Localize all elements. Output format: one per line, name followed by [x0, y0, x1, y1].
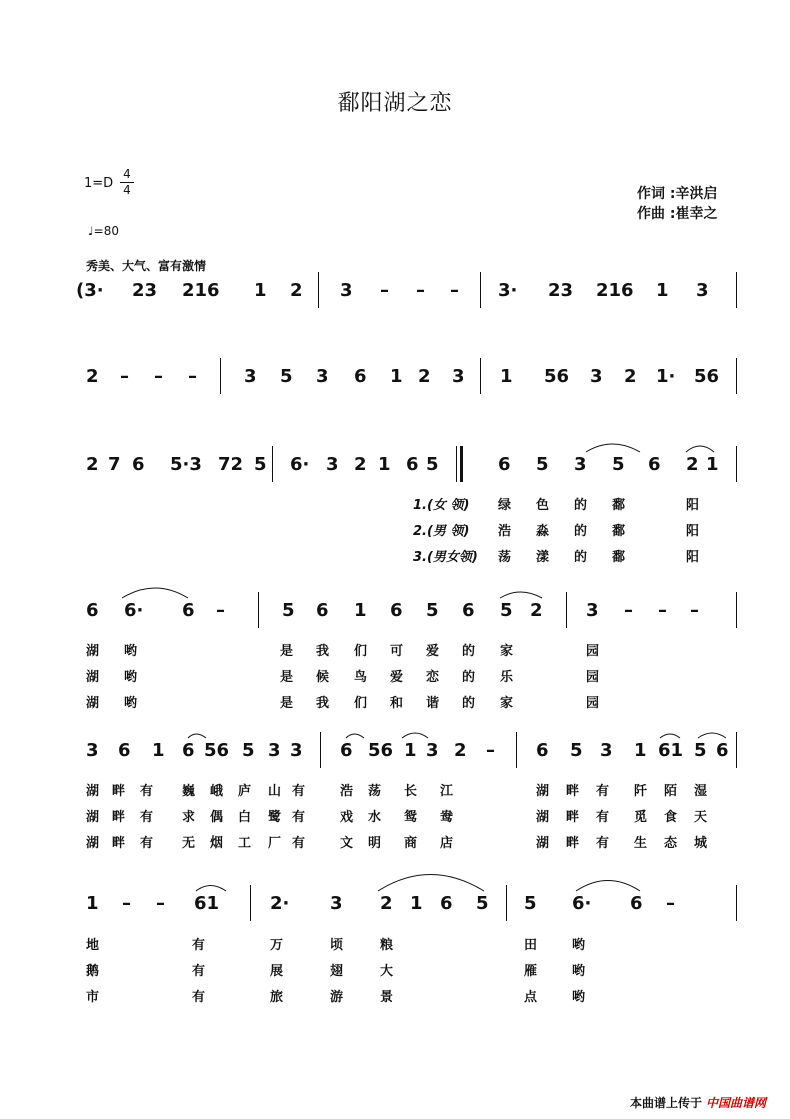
lyric-char: 厂 [268, 836, 282, 851]
note: 1 [656, 280, 669, 301]
lyric-char: 浩 [340, 784, 354, 799]
lyric-char: 大 [380, 964, 394, 979]
note: 216 [182, 280, 220, 301]
barline [250, 885, 251, 921]
lyric-char: 阡 [634, 784, 648, 799]
note: – [666, 893, 675, 914]
lyric-char: 谐 [426, 696, 440, 711]
lyric-char: 哟 [572, 990, 586, 1005]
lyric-char: 鸯 [440, 810, 454, 825]
note: 3 [590, 366, 603, 387]
composer-credit: 作曲 :崔幸之 [637, 206, 718, 222]
lyric-char: 田 [524, 938, 538, 953]
note: – [690, 600, 699, 621]
barline [506, 885, 507, 921]
lyric-char: 有 [596, 784, 610, 799]
lyric-char: 鸳 [404, 810, 418, 825]
note: 1 [378, 454, 391, 475]
note: (3· [76, 280, 104, 301]
lyric-char: 的 [574, 524, 588, 539]
note: – [624, 600, 633, 621]
note: 5 [426, 600, 439, 621]
barline [258, 592, 259, 628]
note: 1 [634, 740, 647, 761]
barline [736, 358, 737, 394]
lyric-char: 鄱 [612, 498, 626, 513]
note: – [450, 280, 459, 301]
barline [736, 446, 737, 482]
note: 5 [500, 600, 513, 621]
note: 6· [290, 454, 310, 475]
barline [516, 732, 517, 768]
lyric-char: 庐 [238, 784, 252, 799]
lyric-char: 爱 [426, 644, 440, 659]
note: 6 [390, 600, 403, 621]
note: 7 [108, 454, 121, 475]
note: 6 [462, 600, 475, 621]
note: 1 [390, 366, 403, 387]
note: 1· [656, 366, 676, 387]
lyric-char: 家 [500, 696, 514, 711]
lyric-char: 鹭 [268, 810, 282, 825]
lyric-char: 们 [354, 696, 368, 711]
note: 2 [86, 366, 99, 387]
lyric-char: 翅 [330, 964, 344, 979]
time-sig-bottom: 4 [123, 183, 131, 197]
note: 2 [354, 454, 367, 475]
verse-label: 3.(男女领) [413, 550, 478, 565]
lyric-char: 文 [340, 836, 354, 851]
lyric-char: 展 [270, 964, 284, 979]
note: 5·3 [170, 454, 202, 475]
lyric-char: 园 [586, 696, 600, 711]
lyric-char: 觅 [634, 810, 648, 825]
lyric-char: 生 [634, 836, 648, 851]
note: – [188, 366, 197, 387]
lyric-char: 浩 [498, 524, 512, 539]
lyric-char: 阳 [686, 550, 700, 565]
lyric-char: 湖 [536, 836, 550, 851]
note: 6 [630, 893, 643, 914]
lyric-char: 的 [574, 498, 588, 513]
lyric-char: 偶 [210, 810, 224, 825]
lyric-char: 粮 [380, 938, 394, 953]
lyric-char: 们 [354, 644, 368, 659]
lyric-char: 荡 [498, 550, 512, 565]
lyric-char: 烟 [210, 836, 224, 851]
barline [272, 446, 273, 482]
note: – [216, 600, 225, 621]
note: 56 [544, 366, 570, 387]
lyric-char: 有 [140, 810, 154, 825]
lyric-char: 有 [292, 810, 306, 825]
lyric-char: 明 [368, 836, 382, 851]
page-title: 鄱阳湖之恋 [337, 91, 453, 116]
note: 3 [86, 740, 99, 761]
note: 5 [536, 454, 549, 475]
lyric-char: 有 [596, 810, 610, 825]
score-row-6 [0, 889, 790, 919]
lyric-char: 态 [664, 836, 678, 851]
repeat-barline [460, 446, 463, 482]
note: 3 [696, 280, 709, 301]
note: 3· [498, 280, 518, 301]
lyric-char: 的 [462, 696, 476, 711]
note: 3 [326, 454, 339, 475]
lyric-char: 候 [316, 670, 330, 685]
lyric-char: 绿 [498, 498, 512, 513]
lyric-char: 湖 [86, 670, 100, 685]
note: 3 [340, 280, 353, 301]
note: 5 [476, 893, 489, 914]
lyricist-credit: 作词 :辛洪启 [637, 186, 718, 202]
note: 2 [530, 600, 543, 621]
note: 6 [354, 366, 367, 387]
note: 6 [118, 740, 131, 761]
lyric-char: 市 [86, 990, 100, 1005]
score-row-2 [0, 362, 790, 392]
note: 3 [330, 893, 343, 914]
lyric-char: 鸟 [354, 670, 368, 685]
note: 5 [426, 454, 439, 475]
barline [320, 732, 321, 768]
lyric-char: 旅 [270, 990, 284, 1005]
repeat-barline [456, 446, 457, 482]
lyric-char: 有 [192, 990, 206, 1005]
footer-text: 本曲谱上传于 [629, 1096, 702, 1110]
lyric-char: 有 [596, 836, 610, 851]
note: 6 [182, 600, 195, 621]
barline [480, 272, 481, 308]
lyric-char: 有 [192, 938, 206, 953]
lyric-char: 湿 [694, 784, 708, 799]
lyric-char: 点 [524, 990, 538, 1005]
note: 61 [658, 740, 684, 761]
note: 6 [86, 600, 99, 621]
lyric-char: 景 [380, 990, 394, 1005]
lyric-char: 畔 [566, 810, 580, 825]
note: 23 [548, 280, 574, 301]
note: – [380, 280, 389, 301]
lyric-char: 我 [316, 644, 330, 659]
lyric-char: 哟 [124, 670, 138, 685]
lyric-char: 顷 [330, 938, 344, 953]
time-signature [120, 168, 134, 197]
lyric-char: 园 [586, 670, 600, 685]
footer-credit [630, 1094, 766, 1111]
lyric-char: 湖 [86, 836, 100, 851]
note: 72 [218, 454, 244, 475]
note: 56 [368, 740, 394, 761]
note: – [156, 893, 165, 914]
score-row-4 [0, 596, 790, 626]
lyric-char: 爱 [390, 670, 404, 685]
note: 1 [86, 893, 99, 914]
note: 5 [280, 366, 293, 387]
barline [318, 272, 319, 308]
lyric-char: 游 [330, 990, 344, 1005]
note: 6 [406, 454, 419, 475]
lyric-char: 雁 [524, 964, 538, 979]
lyric-char: 阳 [686, 498, 700, 513]
note: 6 [498, 454, 511, 475]
lyric-char: 荡 [368, 784, 382, 799]
note: 3 [244, 366, 257, 387]
note: 6 [316, 600, 329, 621]
note: 3 [268, 740, 281, 761]
lyric-char: 乐 [500, 670, 514, 685]
note: 1 [410, 893, 423, 914]
lyric-char: 万 [270, 938, 284, 953]
note: 6 [716, 740, 729, 761]
lyric-char: 湖 [86, 644, 100, 659]
site-logo: 中国曲谱网 [705, 1096, 766, 1110]
lyric-char: 哟 [572, 938, 586, 953]
note: – [154, 366, 163, 387]
time-sig-top: 4 [123, 167, 131, 181]
barline [736, 732, 737, 768]
note: 6 [536, 740, 549, 761]
note: 56 [204, 740, 230, 761]
note: 1 [706, 454, 719, 475]
lyric-char: 湖 [536, 810, 550, 825]
expression-marking: 秀美、大气、富有激情 [86, 259, 207, 273]
note: 56 [694, 366, 720, 387]
note: 3 [452, 366, 465, 387]
lyric-char: 恋 [426, 670, 440, 685]
tempo-marking: ♩=80 [88, 224, 119, 238]
score-row-5 [0, 736, 790, 766]
lyric-char: 山 [268, 784, 282, 799]
barline [480, 358, 481, 394]
note: 3 [316, 366, 329, 387]
note: 2 [686, 454, 699, 475]
lyric-char: 可 [390, 644, 404, 659]
note: 23 [132, 280, 158, 301]
lyric-char: 江 [440, 784, 454, 799]
lyric-char: 天 [694, 810, 708, 825]
note: 3 [426, 740, 439, 761]
barline [566, 592, 567, 628]
note: 3 [586, 600, 599, 621]
note: 6 [440, 893, 453, 914]
lyric-char: 和 [390, 696, 404, 711]
note: 3 [600, 740, 613, 761]
note: 6 [182, 740, 195, 761]
note: 5 [570, 740, 583, 761]
note: 2 [290, 280, 303, 301]
barline [220, 358, 221, 394]
note: 6· [124, 600, 144, 621]
note: – [658, 600, 667, 621]
note: 6 [648, 454, 661, 475]
note: 216 [596, 280, 634, 301]
lyric-char: 城 [694, 836, 708, 851]
lyric-char: 店 [440, 836, 454, 851]
note: 2 [418, 366, 431, 387]
lyric-char: 哟 [124, 644, 138, 659]
lyric-char: 我 [316, 696, 330, 711]
lyric-char: 有 [140, 836, 154, 851]
note: 1 [354, 600, 367, 621]
note: 1 [500, 366, 513, 387]
lyric-char: 的 [462, 644, 476, 659]
note: 1 [404, 740, 417, 761]
lyric-char: 有 [292, 784, 306, 799]
barline [736, 885, 737, 921]
barline [736, 592, 737, 628]
note: – [122, 893, 131, 914]
lyric-char: 畔 [112, 784, 126, 799]
score-row-3 [0, 450, 790, 480]
lyric-char: 鄱 [612, 550, 626, 565]
lyric-char: 的 [462, 670, 476, 685]
note: – [416, 280, 425, 301]
lyric-char: 湖 [536, 784, 550, 799]
lyric-char: 畔 [112, 810, 126, 825]
note: 5 [524, 893, 537, 914]
note: 6 [340, 740, 353, 761]
note: 1 [254, 280, 267, 301]
note: 5 [694, 740, 707, 761]
lyric-char: 畔 [566, 784, 580, 799]
lyric-char: 无 [182, 836, 196, 851]
lyric-char: 商 [404, 836, 418, 851]
lyric-char: 有 [292, 836, 306, 851]
lyric-char: 求 [182, 810, 196, 825]
lyric-char: 鄱 [612, 524, 626, 539]
lyric-char: 湖 [86, 810, 100, 825]
lyric-char: 哟 [572, 964, 586, 979]
note: 61 [194, 893, 220, 914]
lyric-char: 鹅 [86, 964, 100, 979]
lyric-char: 是 [280, 670, 294, 685]
lyric-char: 长 [404, 784, 418, 799]
lyric-char: 工 [238, 836, 252, 851]
note: 6 [132, 454, 145, 475]
note: 2 [380, 893, 393, 914]
lyric-char: 是 [280, 644, 294, 659]
verse-label: 1.(女 领) [413, 498, 470, 513]
lyric-char: 哟 [124, 696, 138, 711]
note: 5 [612, 454, 625, 475]
lyric-char: 戏 [340, 810, 354, 825]
note: 3 [574, 454, 587, 475]
note: 1 [152, 740, 165, 761]
lyric-char: 淼 [536, 524, 550, 539]
lyric-char: 的 [574, 550, 588, 565]
key-signature: 1=D [84, 176, 114, 191]
lyric-char: 水 [368, 810, 382, 825]
lyric-char: 白 [238, 810, 252, 825]
note: 2· [270, 893, 290, 914]
lyric-char: 食 [664, 810, 678, 825]
verse-label: 2.(男 领) [413, 524, 470, 539]
note: 5 [242, 740, 255, 761]
lyric-char: 湖 [86, 784, 100, 799]
lyric-char: 湖 [86, 696, 100, 711]
note: 6· [572, 893, 592, 914]
note: 3 [290, 740, 303, 761]
note: 5 [282, 600, 295, 621]
lyric-char: 峨 [210, 784, 224, 799]
lyric-char: 色 [536, 498, 550, 513]
lyric-char: 是 [280, 696, 294, 711]
note: – [486, 740, 495, 761]
lyric-char: 地 [86, 938, 100, 953]
lyric-char: 有 [140, 784, 154, 799]
lyric-char: 家 [500, 644, 514, 659]
lyric-char: 畔 [112, 836, 126, 851]
lyric-char: 阳 [686, 524, 700, 539]
lyric-char: 巍 [182, 784, 196, 799]
lyric-char: 园 [586, 644, 600, 659]
lyric-char: 陌 [664, 784, 678, 799]
note: 2 [86, 454, 99, 475]
note: – [120, 366, 129, 387]
note: 2 [454, 740, 467, 761]
barline [736, 272, 737, 308]
lyric-char: 畔 [566, 836, 580, 851]
note: 2 [624, 366, 637, 387]
lyric-char: 有 [192, 964, 206, 979]
lyric-char: 漾 [536, 550, 550, 565]
score-row-1 [0, 276, 790, 306]
note: 5 [254, 454, 267, 475]
